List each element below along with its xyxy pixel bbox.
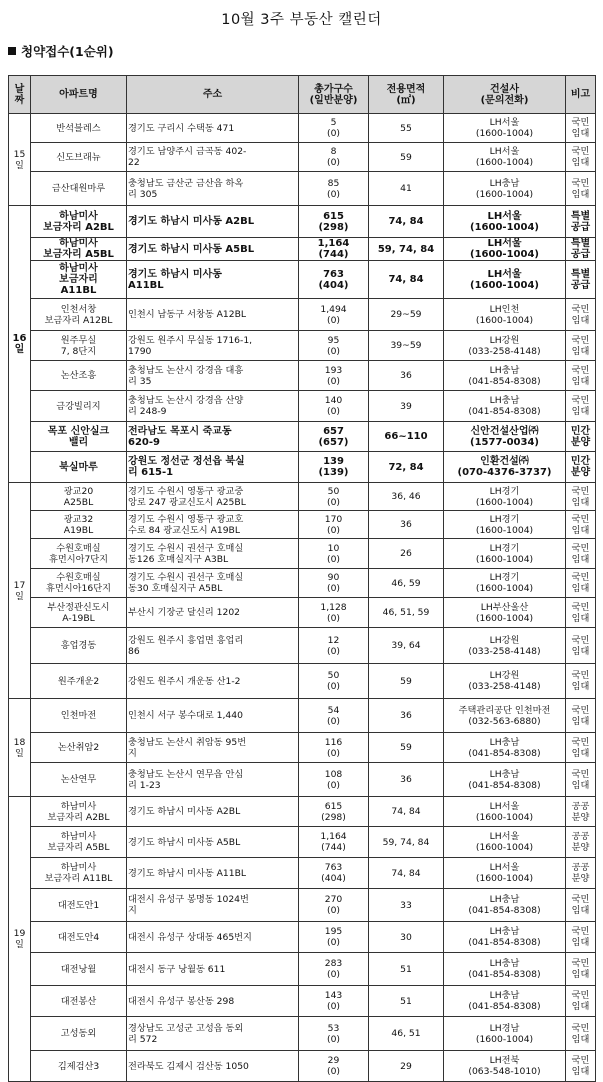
builder-cell: LH서울 (1600-1004) (444, 114, 566, 143)
note-cell: 국민 임대 (566, 569, 596, 598)
table-row (9, 331, 596, 361)
area-cell: 59, 74, 84 (369, 827, 444, 858)
address-cell: 충청남도 금산군 금산읍 하옥 리 305 (127, 172, 299, 206)
area-cell: 26 (369, 539, 444, 569)
page-title: 10월 3주 부동산 캘린더 (221, 12, 382, 28)
table-row (9, 598, 596, 628)
table-row (9, 986, 596, 1017)
units-cell: 50 (0) (299, 483, 369, 511)
apt-name-cell: 신도브래뉴 (31, 143, 127, 172)
address-cell: 강원도 원주시 흥업면 흥업리 86 (127, 628, 299, 664)
units-cell: 53 (0) (299, 1017, 369, 1051)
builder-cell: LH서울 (1600-1004) (444, 797, 566, 827)
address-cell: 인천시 남동구 서창동 A12BL (127, 299, 299, 331)
builder-cell: LH서울 (1600-1004) (444, 858, 566, 889)
units-cell: 140 (0) (299, 391, 369, 422)
note-cell: 국민 임대 (566, 733, 596, 763)
apt-name-cell: 부산정관신도시 A-19BL (31, 598, 127, 628)
builder-cell: LH강원 (033-258-4148) (444, 331, 566, 361)
area-cell: 41 (369, 172, 444, 206)
note-cell: 국민 임대 (566, 114, 596, 143)
units-cell: 95 (0) (299, 331, 369, 361)
table-row (9, 889, 596, 922)
builder-cell: LH충남 (041-854-8308) (444, 733, 566, 763)
apt-name-cell: 금산대원마루 (31, 172, 127, 206)
note-cell: 국민 임대 (566, 889, 596, 922)
area-cell: 46, 51 (369, 1017, 444, 1051)
address-cell: 경기도 수원시 영통구 광교중 앙로 247 광교신도시 A25BL (127, 483, 299, 511)
address-cell: 인천시 서구 봉수대로 1,440 (127, 699, 299, 733)
area-cell: 39~59 (369, 331, 444, 361)
table-header-row (9, 76, 596, 114)
date-cell: 15 일 (9, 114, 31, 206)
section-heading (8, 42, 114, 60)
note-cell: 국민 임대 (566, 699, 596, 733)
builder-cell: LH서울 (1600-1004) (444, 238, 566, 261)
builder-cell: LH충남 (041-854-8308) (444, 889, 566, 922)
note-cell: 국민 임대 (566, 953, 596, 986)
note-cell: 특별 공급 (566, 238, 596, 261)
note-cell: 국민 임대 (566, 986, 596, 1017)
table-row (9, 422, 596, 452)
builder-cell: LH충남 (041-854-8308) (444, 361, 566, 391)
units-cell: 1,494 (0) (299, 299, 369, 331)
units-cell: 170 (0) (299, 511, 369, 539)
apt-name-cell: 광교32 A19BL (31, 511, 127, 539)
table-row (9, 361, 596, 391)
units-cell: 85 (0) (299, 172, 369, 206)
table-row (9, 858, 596, 889)
table-body (9, 114, 596, 1082)
address-cell: 충청남도 논산시 강경읍 산양 리 248-9 (127, 391, 299, 422)
builder-cell: LH경남 (1600-1004) (444, 1017, 566, 1051)
area-cell: 39 (369, 391, 444, 422)
area-cell: 55 (369, 114, 444, 143)
note-cell: 국민 임대 (566, 331, 596, 361)
header-note: 비고 (566, 76, 596, 114)
table-row (9, 1017, 596, 1051)
table-row (9, 797, 596, 827)
area-cell: 74, 84 (369, 797, 444, 827)
table-row (9, 664, 596, 699)
address-cell: 경기도 수원시 권선구 호매실 동30 호매실지구 A5BL (127, 569, 299, 598)
note-cell: 특별 공급 (566, 206, 596, 238)
apt-name-cell: 하남미사 보금자리 A11BL (31, 858, 127, 889)
apt-name-cell: 논산취암2 (31, 733, 127, 763)
apt-name-cell: 목포 신안실크 밸리 (31, 422, 127, 452)
header-builder: 건설사 (문의전화) (444, 76, 566, 114)
area-cell: 51 (369, 986, 444, 1017)
builder-cell: LH경기 (1600-1004) (444, 511, 566, 539)
table-row (9, 539, 596, 569)
address-cell: 경기도 수원시 영통구 광교호 수로 84 광교신도시 A19BL (127, 511, 299, 539)
builder-cell: 주택관리공단 인천마전 (032-563-6880) (444, 699, 566, 733)
date-cell: 17 일 (9, 483, 31, 699)
area-cell: 46, 59 (369, 569, 444, 598)
builder-cell: LH충남 (041-854-8308) (444, 986, 566, 1017)
table-row (9, 299, 596, 331)
units-cell: 90 (0) (299, 569, 369, 598)
table-row (9, 172, 596, 206)
address-cell: 부산시 기장군 달신리 1202 (127, 598, 299, 628)
builder-cell: LH충남 (041-854-8308) (444, 953, 566, 986)
area-cell: 74, 84 (369, 858, 444, 889)
note-cell: 국민 임대 (566, 483, 596, 511)
units-cell: 657 (657) (299, 422, 369, 452)
table-row (9, 238, 596, 261)
builder-cell: 인환건설㈜ (070-4376-3737) (444, 452, 566, 483)
units-cell: 10 (0) (299, 539, 369, 569)
builder-cell: LH경기 (1600-1004) (444, 539, 566, 569)
table-row (9, 699, 596, 733)
address-cell: 충청남도 논산시 연무읍 안심 리 1-23 (127, 763, 299, 797)
table-row (9, 763, 596, 797)
note-cell: 민간 분양 (566, 422, 596, 452)
apt-name-cell: 인천서창 보금자리 A12BL (31, 299, 127, 331)
note-cell: 국민 임대 (566, 299, 596, 331)
apt-name-cell: 대전봉산 (31, 986, 127, 1017)
note-cell: 국민 임대 (566, 922, 596, 953)
units-cell: 193 (0) (299, 361, 369, 391)
area-cell: 74, 84 (369, 206, 444, 238)
area-cell: 72, 84 (369, 452, 444, 483)
header-units: 총가구수 (일반분양) (299, 76, 369, 114)
address-cell: 대전시 동구 낭월동 611 (127, 953, 299, 986)
area-cell: 29 (369, 1051, 444, 1082)
units-cell: 763 (404) (299, 858, 369, 889)
area-cell: 36 (369, 361, 444, 391)
apt-name-cell: 원주무실 7, 8단지 (31, 331, 127, 361)
table-row (9, 114, 596, 143)
area-cell: 39, 64 (369, 628, 444, 664)
header-addr: 주소 (127, 76, 299, 114)
note-cell: 국민 임대 (566, 1051, 596, 1082)
apt-name-cell: 하남미사 보금자리 A5BL (31, 238, 127, 261)
address-cell: 전라북도 김제시 검산동 1050 (127, 1051, 299, 1082)
note-cell: 특별 공급 (566, 261, 596, 299)
address-cell: 강원도 정선군 정선읍 북실 리 615-1 (127, 452, 299, 483)
note-cell: 국민 임대 (566, 361, 596, 391)
units-cell: 8 (0) (299, 143, 369, 172)
address-cell: 경기도 하남시 미사동 A5BL (127, 238, 299, 261)
units-cell: 1,164 (744) (299, 827, 369, 858)
note-cell: 공공 분양 (566, 827, 596, 858)
units-cell: 5 (0) (299, 114, 369, 143)
table-row (9, 391, 596, 422)
header-apt: 아파트명 (31, 76, 127, 114)
table-row (9, 827, 596, 858)
note-cell: 국민 임대 (566, 1017, 596, 1051)
header-date: 날 짜 (9, 76, 31, 114)
section-label: 청약접수(1순위) (21, 44, 114, 59)
units-cell: 29 (0) (299, 1051, 369, 1082)
note-cell: 국민 임대 (566, 598, 596, 628)
builder-cell: LH부산울산 (1600-1004) (444, 598, 566, 628)
builder-cell: LH경기 (1600-1004) (444, 483, 566, 511)
apt-name-cell: 논산조흥 (31, 361, 127, 391)
builder-cell: LH서울 (1600-1004) (444, 261, 566, 299)
apt-name-cell: 대전낭월 (31, 953, 127, 986)
note-cell: 국민 임대 (566, 511, 596, 539)
apt-name-cell: 하남미사 보금자리 A2BL (31, 797, 127, 827)
builder-cell: LH인천 (1600-1004) (444, 299, 566, 331)
table-row (9, 628, 596, 664)
area-cell: 66~110 (369, 422, 444, 452)
units-cell: 1,164 (744) (299, 238, 369, 261)
address-cell: 강원도 원주시 개운동 산1-2 (127, 664, 299, 699)
units-cell: 143 (0) (299, 986, 369, 1017)
note-cell: 국민 임대 (566, 763, 596, 797)
apt-name-cell: 인천마전 (31, 699, 127, 733)
apt-name-cell: 하남미사 보금자리 A5BL (31, 827, 127, 858)
builder-cell: LH충남 (041-854-8308) (444, 763, 566, 797)
table-row (9, 733, 596, 763)
units-cell: 615 (298) (299, 797, 369, 827)
apt-name-cell: 흥업경동 (31, 628, 127, 664)
area-cell: 29~59 (369, 299, 444, 331)
note-cell: 국민 임대 (566, 143, 596, 172)
area-cell: 30 (369, 922, 444, 953)
address-cell: 충청남도 논산시 취암동 95번 지 (127, 733, 299, 763)
address-cell: 경기도 하남시 미사동 A5BL (127, 827, 299, 858)
units-cell: 615 (298) (299, 206, 369, 238)
table-row (9, 143, 596, 172)
note-cell: 국민 임대 (566, 539, 596, 569)
apt-name-cell: 대전도안1 (31, 889, 127, 922)
date-cell: 19 일 (9, 797, 31, 1082)
address-cell: 경기도 구리시 수택동 471 (127, 114, 299, 143)
builder-cell: LH서울 (1600-1004) (444, 143, 566, 172)
builder-cell: LH충남 (041-854-8308) (444, 922, 566, 953)
table-row (9, 452, 596, 483)
units-cell: 108 (0) (299, 763, 369, 797)
table-row (9, 206, 596, 238)
apt-name-cell: 금강빌리지 (31, 391, 127, 422)
builder-cell: LH강원 (033-258-4148) (444, 664, 566, 699)
address-cell: 경상남도 고성군 고성읍 동외 리 572 (127, 1017, 299, 1051)
builder-cell: LH전북 (063-548-1010) (444, 1051, 566, 1082)
area-cell: 36 (369, 511, 444, 539)
area-cell: 74, 84 (369, 261, 444, 299)
apt-name-cell: 원주개운2 (31, 664, 127, 699)
note-cell: 공공 분양 (566, 858, 596, 889)
address-cell: 대전시 유성구 상대동 465번지 (127, 922, 299, 953)
address-cell: 경기도 남양주시 금곡동 402- 22 (127, 143, 299, 172)
area-cell: 36 (369, 699, 444, 733)
note-cell: 국민 임대 (566, 628, 596, 664)
builder-cell: LH서울 (1600-1004) (444, 827, 566, 858)
apt-name-cell: 하남미사 보금자리 A11BL (31, 261, 127, 299)
units-cell: 763 (404) (299, 261, 369, 299)
subscription-table (8, 75, 596, 1082)
builder-cell: 신안건설산업㈜ (1577-0034) (444, 422, 566, 452)
note-cell: 국민 임대 (566, 172, 596, 206)
apt-name-cell: 고성동외 (31, 1017, 127, 1051)
area-cell: 51 (369, 953, 444, 986)
area-cell: 46, 51, 59 (369, 598, 444, 628)
area-cell: 59 (369, 664, 444, 699)
address-cell: 대전시 유성구 봉명동 1024번 지 (127, 889, 299, 922)
date-cell: 16 일 (9, 206, 31, 483)
builder-cell: LH강원 (033-258-4148) (444, 628, 566, 664)
table-row (9, 569, 596, 598)
table-row (9, 483, 596, 511)
apt-name-cell: 대전도안4 (31, 922, 127, 953)
apt-name-cell: 반석블레스 (31, 114, 127, 143)
table-row (9, 922, 596, 953)
units-cell: 195 (0) (299, 922, 369, 953)
header-area: 전용면적 (㎡) (369, 76, 444, 114)
units-cell: 1,128 (0) (299, 598, 369, 628)
units-cell: 54 (0) (299, 699, 369, 733)
units-cell: 12 (0) (299, 628, 369, 664)
address-cell: 대전시 유성구 봉산동 298 (127, 986, 299, 1017)
apt-name-cell: 광교20 A25BL (31, 483, 127, 511)
apt-name-cell: 북실마루 (31, 452, 127, 483)
address-cell: 경기도 하남시 미사동 A11BL (127, 858, 299, 889)
address-cell: 경기도 하남시 미사동 A2BL (127, 206, 299, 238)
builder-cell: LH충남 (1600-1004) (444, 172, 566, 206)
area-cell: 59 (369, 733, 444, 763)
apt-name-cell: 김제검산3 (31, 1051, 127, 1082)
table-row (9, 261, 596, 299)
apt-name-cell: 수원호매실 휴먼시아7단지 (31, 539, 127, 569)
area-cell: 36 (369, 763, 444, 797)
apt-name-cell: 수원호매실 휴먼시아16단지 (31, 569, 127, 598)
table-row (9, 511, 596, 539)
address-cell: 전라남도 목포시 죽교동 620-9 (127, 422, 299, 452)
units-cell: 50 (0) (299, 664, 369, 699)
note-cell: 국민 임대 (566, 664, 596, 699)
apt-name-cell: 논산연무 (31, 763, 127, 797)
note-cell: 국민 임대 (566, 391, 596, 422)
bullet-square-icon (8, 47, 16, 55)
area-cell: 33 (369, 889, 444, 922)
area-cell: 36, 46 (369, 483, 444, 511)
note-cell: 민간 분양 (566, 452, 596, 483)
builder-cell: LH서울 (1600-1004) (444, 206, 566, 238)
address-cell: 경기도 하남시 미사동 A2BL (127, 797, 299, 827)
date-cell: 18 일 (9, 699, 31, 797)
address-cell: 경기도 수원시 권선구 호매실 동126 호매실지구 A3BL (127, 539, 299, 569)
builder-cell: LH충남 (041-854-8308) (444, 391, 566, 422)
units-cell: 270 (0) (299, 889, 369, 922)
area-cell: 59 (369, 143, 444, 172)
units-cell: 139 (139) (299, 452, 369, 483)
builder-cell: LH경기 (1600-1004) (444, 569, 566, 598)
address-cell: 경기도 하남시 미사동 A11BL (127, 261, 299, 299)
apt-name-cell: 하남미사 보금자리 A2BL (31, 206, 127, 238)
area-cell: 59, 74, 84 (369, 238, 444, 261)
units-cell: 116 (0) (299, 733, 369, 763)
units-cell: 283 (0) (299, 953, 369, 986)
address-cell: 충청남도 논산시 강경읍 대흥 리 35 (127, 361, 299, 391)
address-cell: 강원도 원주시 무실동 1716-1, 1790 (127, 331, 299, 361)
table-row (9, 953, 596, 986)
note-cell: 공공 분양 (566, 797, 596, 827)
